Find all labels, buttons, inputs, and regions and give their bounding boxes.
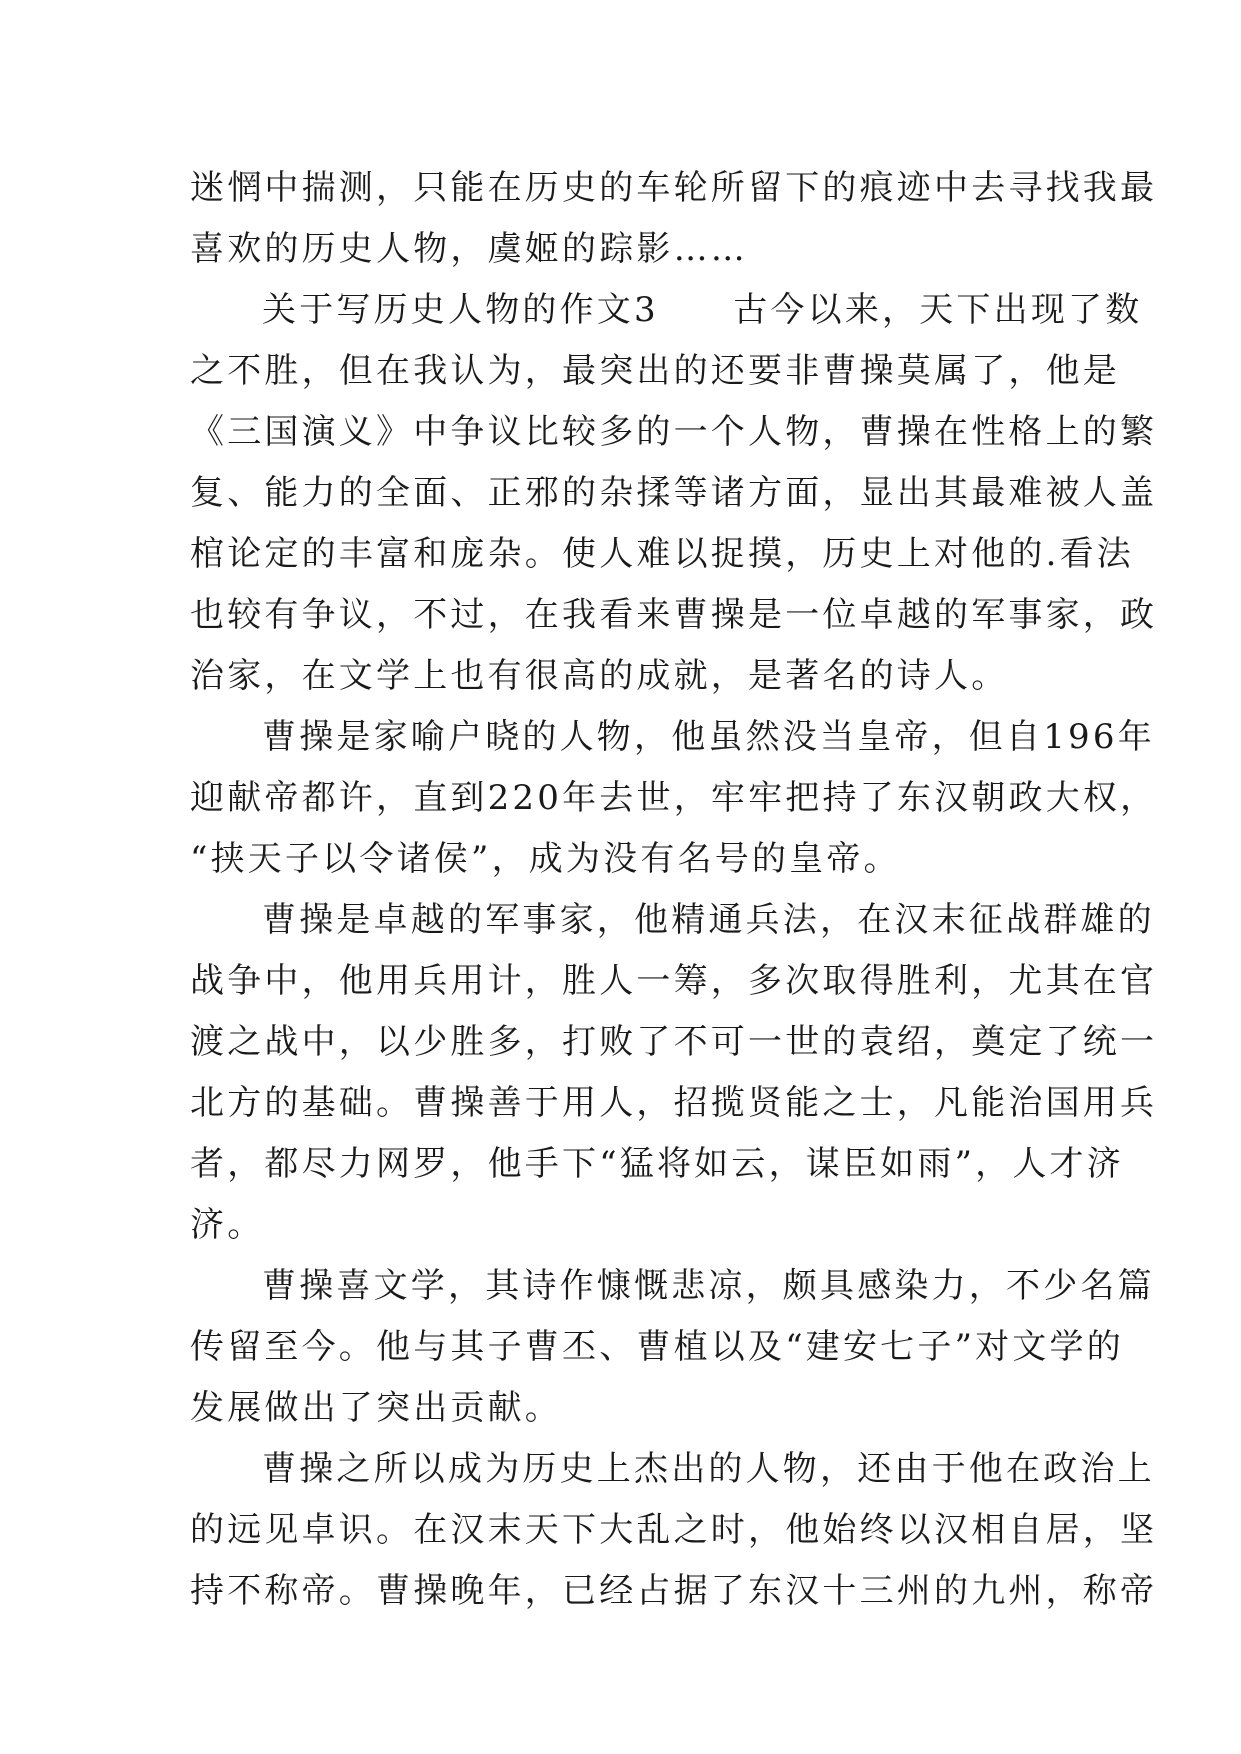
text-line: 也较有争议，不过，在我看来曹操是一位卓越的军事家，政 [190, 595, 1158, 635]
text-line: 战争中，他用兵用计，胜人一筹，多次取得胜利，尤其在官 [190, 961, 1158, 1001]
text-line: 喜欢的历史人物，虞姬的踪影…… [190, 229, 748, 269]
text-line: 之不胜，但在我认为，最突出的还要非曹操莫属了，他是 [190, 351, 1120, 391]
text-line: 曹操是卓越的军事家，他精通兵法，在汉末征战群雄的 [262, 900, 1155, 940]
text-line: 渡之战中，以少胜多，打败了不可一世的袁绍，奠定了统一 [190, 1022, 1158, 1062]
text-line: 济。 [190, 1205, 265, 1245]
document-body [190, 158, 1158, 1622]
text-line: 迎献帝都许，直到220年去世，牢牢把持了东汉朝政大权， [190, 778, 1158, 818]
text-line: 发展做出了突出贡献。 [190, 1388, 562, 1428]
text-line: 持不称帝。曹操晚年，已经占据了东汉十三州的九州，称帝 [190, 1571, 1158, 1611]
text-line: 者，都尽力网罗，他手下“猛将如云，谋臣如雨”，人才济 [190, 1144, 1124, 1184]
text-line: 关于写历史人物的作文3 古今以来，天下出现了数 [262, 290, 1143, 330]
text-line: 曹操之所以成为历史上杰出的人物，还由于他在政治上 [262, 1449, 1155, 1489]
text-line: 传留至今。他与其子曹丕、曹植以及“建安七子”对文学的 [190, 1327, 1124, 1367]
text-line: 复、能力的全面、正邪的杂揉等诸方面，显出其最难被人盖 [190, 473, 1158, 513]
text-line: 《三国演义》中争议比较多的一个人物，曹操在性格上的繁 [190, 412, 1158, 452]
text-line: 棺论定的丰富和庞杂。使人难以捉摸，历史上对他的.看法 [190, 534, 1135, 574]
text-line: 曹操是家喻户晓的人物，他虽然没当皇帝，但自196年 [262, 717, 1155, 757]
text-line: 治家，在文学上也有很高的成就，是著名的诗人。 [190, 656, 1009, 696]
text-line: 北方的基础。曹操善于用人，招揽贤能之士，凡能治国用兵 [190, 1083, 1158, 1123]
text-line: 迷惘中揣测，只能在历史的车轮所留下的痕迹中去寻找我最 [190, 168, 1158, 208]
text-line: 的远见卓识。在汉末天下大乱之时，他始终以汉相自居，坚 [190, 1510, 1158, 1550]
text-line: 曹操喜文学，其诗作慷慨悲凉，颇具感染力，不少名篇 [262, 1266, 1155, 1306]
text-line: “挟天子以令诸侯”，成为没有名号的皇帝。 [190, 839, 901, 879]
